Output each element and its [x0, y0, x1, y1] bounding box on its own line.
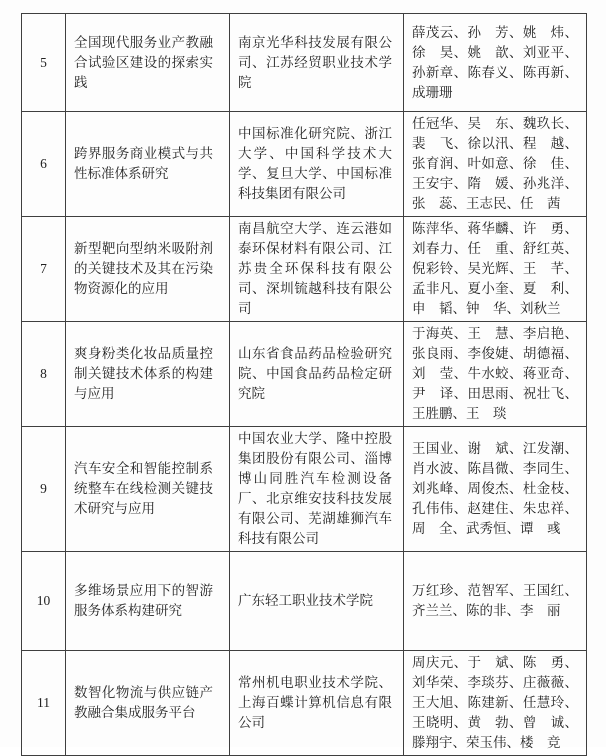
project-title: 爽身粉类化妆品质量控制关键技术体系的构建与应用	[66, 322, 230, 427]
table-row	[22, 14, 587, 112]
project-people: 薛茂云、孙 芳、姚 炜、徐 昊、姚 歆、刘亚平、孙新章、陈春义、陈再新、成珊珊	[404, 14, 587, 112]
project-organizations: 广东轻工职业技术学院	[230, 552, 404, 651]
table-row	[22, 552, 587, 651]
row-number: 9	[22, 427, 66, 552]
project-people: 陈萍华、蒋华麟、许 勇、刘春力、任 重、舒红英、倪彩铃、吴光辉、王 芊、孟非凡、夏小奎、夏 利、申 韬、钟 华、刘秋兰	[404, 217, 587, 322]
table-row	[22, 427, 587, 552]
project-title: 数智化物流与供应链产教融合集成服务平台	[66, 651, 230, 756]
row-number: 10	[22, 552, 66, 651]
project-people: 任冠华、吴 东、魏玖长、裴 飞、徐以汛、程 越、张育润、叶如意、徐 佳、王安宇、隋 媛、孙兆洋、张 蕊、王志民、任 茜	[404, 112, 587, 217]
project-title: 跨界服务商业模式与共性标准体系研究	[66, 112, 230, 217]
project-organizations: 山东省食品药品检验研究院、中国食品药品检定研究院	[230, 322, 404, 427]
project-organizations: 南昌航空大学、连云港如泰环保材料有限公司、江苏贵全环保科技有限公司、深圳锍越科技有限公司	[230, 217, 404, 322]
row-number: 6	[22, 112, 66, 217]
project-organizations: 常州机电职业技术学院、上海百蝶计算机信息有限公司	[230, 651, 404, 756]
projects-table-container	[21, 13, 586, 756]
project-people: 于海英、王 慧、李启艳、张良雨、李俊婕、胡德福、刘 莹、牛水蛟、蒋亚奇、尹 译、田思雨、祝壮飞、王胜鹏、王 琰	[404, 322, 587, 427]
row-number: 8	[22, 322, 66, 427]
project-organizations: 南京光华科技发展有限公司、江苏经贸职业技术学院	[230, 14, 404, 112]
project-people: 周庆元、于 斌、陈 勇、刘华荣、李琰芬、庄薇薇、王大旭、陈建新、任慧玲、王晓明、黄 勃、曾 诚、滕翔宇、荣玉伟、楼 竞	[404, 651, 587, 756]
project-organizations: 中国农业大学、隆中控股集团股份有限公司、淄博博山同胜汽车检测设备厂、北京维安技科技发展有限公司、芜湖雄狮汽车科技有限公司	[230, 427, 404, 552]
table-row	[22, 322, 587, 427]
project-people: 王国业、谢 斌、江发潮、肖水波、陈昌微、李同生、刘兆峰、周俊杰、杜金枝、孔伟伟、赵建住、朱忠祥、周 全、武秀恒、谭 彧	[404, 427, 587, 552]
table-row	[22, 217, 587, 322]
row-number: 7	[22, 217, 66, 322]
project-title: 汽车安全和智能控制系统整车在线检测关键技术研究与应用	[66, 427, 230, 552]
table-row	[22, 112, 587, 217]
table-row	[22, 651, 587, 756]
row-number: 11	[22, 651, 66, 756]
project-title: 全国现代服务业产教融合试验区建设的探索实践	[66, 14, 230, 112]
projects-table	[21, 13, 587, 756]
row-number: 5	[22, 14, 66, 112]
project-people: 万红珍、范智军、王国红、齐兰兰、陈的非、李 丽	[404, 552, 587, 651]
project-organizations: 中国标准化研究院、浙江大学、中国科学技术大学、复旦大学、中国标准科技集团有限公司	[230, 112, 404, 217]
project-title: 多维场景应用下的智游服务体系构建研究	[66, 552, 230, 651]
project-title: 新型靶向型纳米吸附剂的关键技术及其在污染物资源化的应用	[66, 217, 230, 322]
